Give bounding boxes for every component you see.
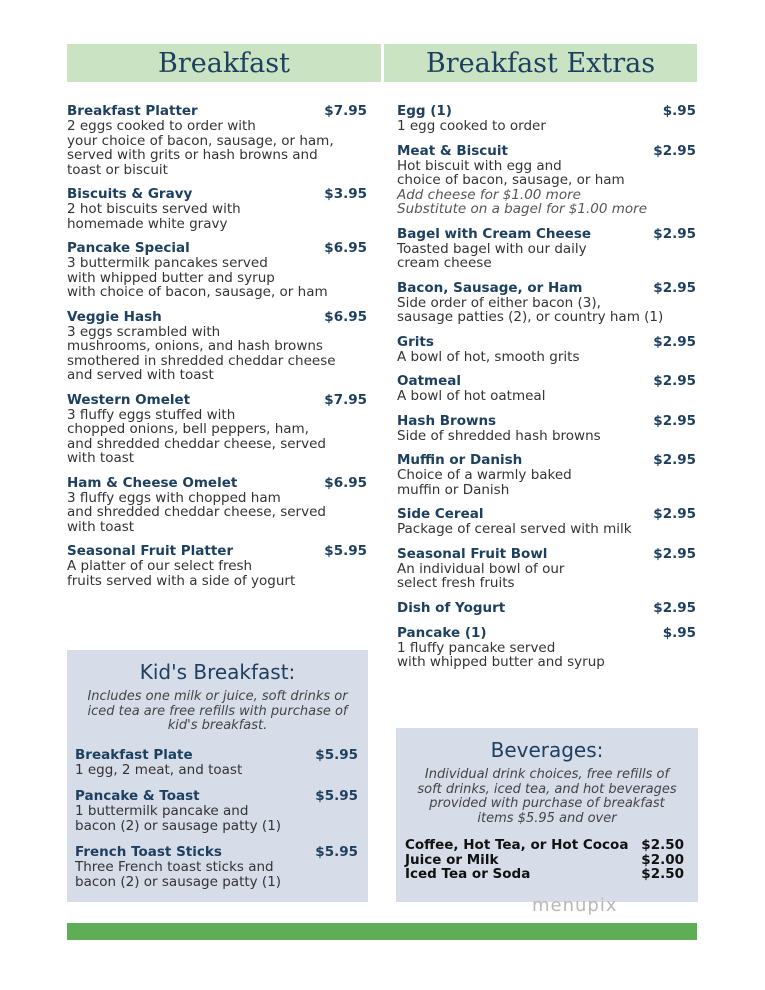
menu-item bbox=[397, 507, 696, 537]
beverages-note-line: soft drinks, iced tea, and hot beverages bbox=[417, 781, 677, 797]
item-name: Meat & Biscuit bbox=[397, 142, 508, 159]
item-description: 3 fluffy eggs stuffed with bbox=[67, 406, 236, 423]
beverages-list bbox=[405, 838, 684, 882]
menu-item-header bbox=[397, 453, 696, 468]
item-price: $7.95 bbox=[324, 103, 367, 119]
item-description: and shredded cheddar cheese, served bbox=[67, 504, 326, 520]
breakfast-extras-header bbox=[384, 44, 697, 82]
kids-note-line: Includes one milk or juice, soft drinks or bbox=[87, 689, 348, 704]
item-price: $6.95 bbox=[324, 474, 367, 491]
item-description: 1 buttermilk pancake and bbox=[75, 803, 249, 819]
menu-item-header bbox=[397, 547, 696, 562]
item-description: choice of bacon, sausage, or ham bbox=[397, 172, 625, 188]
item-description: fruits served with a side of yogurt bbox=[67, 572, 296, 589]
item-description: sausage patties (2), or country ham (1) bbox=[397, 309, 664, 325]
item-name: Biscuits & Gravy bbox=[67, 186, 193, 202]
breakfast-menu-list bbox=[67, 104, 367, 598]
item-price: $2.95 bbox=[653, 452, 696, 468]
breakfast-extras-list bbox=[397, 104, 696, 680]
item-description: A bowl of hot oatmeal bbox=[397, 388, 546, 404]
watermark: menupix bbox=[532, 895, 618, 916]
item-description: muffin or Danish bbox=[397, 481, 510, 498]
item-description: with toast bbox=[67, 518, 135, 535]
item-price: $2.95 bbox=[653, 412, 696, 429]
item-description: cream cheese bbox=[397, 255, 492, 271]
menu-item-header bbox=[397, 281, 696, 296]
beverage-name: Coffee, Hot Tea, or Hot Cocoa bbox=[405, 837, 629, 853]
beverage-name: Juice or Milk bbox=[405, 851, 499, 868]
item-name: Breakfast Platter bbox=[67, 103, 198, 119]
menu-item bbox=[397, 227, 696, 271]
beverage-row bbox=[405, 853, 684, 868]
item-name: Western Omelet bbox=[67, 391, 191, 408]
item-name: Pancake & Toast bbox=[75, 788, 200, 804]
beverage-row bbox=[405, 838, 684, 853]
menu-item bbox=[75, 748, 358, 778]
beverages-note-line: provided with purchase of breakfast bbox=[429, 796, 665, 811]
item-name: Oatmeal bbox=[397, 373, 461, 389]
item-description: Hot biscuit with egg and bbox=[397, 157, 562, 174]
kids-breakfast-note bbox=[77, 690, 358, 734]
menu-item bbox=[67, 104, 367, 177]
menu-item bbox=[67, 241, 367, 300]
menu-item-header bbox=[397, 227, 696, 242]
breakfast-extras-title: Breakfast Extras bbox=[425, 47, 656, 79]
item-name: Egg (1) bbox=[397, 103, 452, 119]
item-price: $.95 bbox=[662, 624, 696, 641]
beverage-price: $2.00 bbox=[641, 851, 684, 868]
item-price: $6.95 bbox=[324, 308, 367, 325]
menu-item-header bbox=[397, 601, 696, 616]
item-description: 2 hot biscuits served with bbox=[67, 201, 241, 217]
menu-item-header bbox=[397, 104, 696, 119]
menu-item-header bbox=[67, 476, 367, 491]
item-description: mushrooms, onions, and hash browns bbox=[67, 338, 323, 354]
item-description: 2 eggs cooked to order with bbox=[67, 118, 256, 134]
kids-note-line: kid's breakfast. bbox=[167, 718, 268, 733]
item-description: 3 buttermilk pancakes served bbox=[67, 255, 268, 271]
item-description: 1 egg cooked to order bbox=[397, 118, 546, 134]
item-name: Breakfast Plate bbox=[75, 746, 193, 763]
menu-item-header bbox=[397, 374, 696, 389]
menu-item bbox=[397, 144, 696, 217]
item-description: smothered in shredded cheddar cheese bbox=[67, 352, 336, 369]
item-description: Package of cereal served with milk bbox=[397, 521, 632, 537]
menu-item-header bbox=[397, 144, 696, 159]
item-price: $5.95 bbox=[315, 746, 358, 763]
beverages-note-line: Individual drink choices, free refills of bbox=[424, 767, 670, 782]
item-price: $.95 bbox=[662, 103, 696, 119]
kids-breakfast-title: Kid's Breakfast: bbox=[139, 660, 296, 684]
item-name: Bagel with Cream Cheese bbox=[397, 225, 592, 242]
menu-item bbox=[397, 104, 696, 134]
item-description: served with grits or hash browns and bbox=[67, 147, 318, 163]
item-description: your choice of bacon, sausage, or ham, bbox=[67, 132, 334, 149]
item-description: 3 eggs scrambled with bbox=[67, 323, 221, 340]
menu-item-header bbox=[67, 187, 367, 202]
menu-item bbox=[75, 845, 358, 889]
item-description: and shredded cheddar cheese, served bbox=[67, 435, 326, 452]
menu-item-header bbox=[67, 544, 367, 559]
menu-item bbox=[397, 374, 696, 404]
beverage-price: $2.50 bbox=[641, 866, 684, 882]
menu-item bbox=[397, 601, 696, 616]
item-note: Add cheese for $1.00 more bbox=[397, 186, 581, 203]
menu-item bbox=[67, 393, 367, 466]
item-description: with toast bbox=[67, 450, 135, 466]
menu-item-header bbox=[67, 241, 367, 256]
item-name: Hash Browns bbox=[397, 412, 497, 429]
menu-item-header bbox=[67, 104, 367, 119]
item-name: Grits bbox=[397, 333, 434, 350]
item-name: Seasonal Fruit Bowl bbox=[397, 545, 548, 562]
menu-item bbox=[397, 281, 696, 325]
item-name: Veggie Hash bbox=[67, 308, 162, 325]
item-description: 1 fluffy pancake served bbox=[397, 639, 556, 656]
menu-item bbox=[397, 547, 696, 591]
menu-item-header bbox=[397, 414, 696, 429]
breakfast-title: Breakfast bbox=[158, 47, 290, 79]
item-price: $2.95 bbox=[653, 279, 696, 296]
item-description: Choice of a warmly baked bbox=[397, 467, 572, 483]
item-name: French Toast Sticks bbox=[75, 844, 222, 860]
menu-item-header bbox=[397, 335, 696, 350]
menu-item bbox=[75, 789, 358, 833]
footer-bar bbox=[67, 923, 697, 940]
item-price: $2.95 bbox=[653, 142, 696, 159]
menu-item bbox=[397, 626, 696, 670]
item-description: bacon (2) or sausage patty (1) bbox=[75, 873, 282, 890]
menu-item bbox=[397, 414, 696, 444]
item-description: A bowl of hot, smooth grits bbox=[397, 348, 580, 365]
item-description: with choice of bacon, sausage, or ham bbox=[67, 284, 328, 300]
menu-item-header bbox=[397, 507, 696, 522]
breakfast-header bbox=[67, 44, 381, 82]
menu-item-header bbox=[397, 626, 696, 641]
item-description: chopped onions, bell peppers, ham, bbox=[67, 421, 309, 437]
beverage-name: Iced Tea or Soda bbox=[405, 866, 531, 882]
item-name: Ham & Cheese Omelet bbox=[67, 474, 238, 491]
menu-item-header bbox=[67, 310, 367, 325]
item-price: $2.95 bbox=[653, 333, 696, 350]
item-description: 1 egg, 2 meat, and toast bbox=[75, 761, 243, 778]
item-description: Side order of either bacon (3), bbox=[397, 294, 601, 311]
menu-item bbox=[67, 476, 367, 535]
kids-note-line: iced tea are free refills with purchase of bbox=[87, 703, 348, 719]
item-price: $5.95 bbox=[315, 844, 358, 860]
item-price: $2.95 bbox=[653, 545, 696, 562]
beverages-note bbox=[406, 768, 688, 826]
item-name: Muffin or Danish bbox=[397, 452, 523, 468]
item-name: Bacon, Sausage, or Ham bbox=[397, 279, 583, 296]
item-description: and served with toast bbox=[67, 367, 214, 383]
item-description: Three French toast sticks and bbox=[75, 859, 274, 875]
item-description: 3 fluffy eggs with chopped ham bbox=[67, 489, 281, 506]
beverage-row bbox=[405, 867, 684, 882]
item-description: with whipped butter and syrup bbox=[397, 654, 605, 670]
menu-item-header bbox=[75, 789, 358, 804]
item-price: $2.95 bbox=[653, 225, 696, 242]
item-description: with whipped butter and syrup bbox=[67, 269, 275, 286]
item-description: An individual bowl of our bbox=[397, 560, 565, 577]
item-price: $2.95 bbox=[653, 599, 696, 616]
item-name: Dish of Yogurt bbox=[397, 599, 506, 616]
kids-breakfast-box bbox=[67, 650, 368, 902]
item-price: $2.95 bbox=[653, 506, 696, 522]
beverages-box bbox=[396, 728, 698, 902]
beverages-title: Beverages: bbox=[490, 738, 604, 762]
item-name: Pancake (1) bbox=[397, 624, 487, 641]
item-description: select fresh fruits bbox=[397, 575, 515, 591]
item-price: $3.95 bbox=[324, 186, 367, 202]
menu-item bbox=[67, 187, 367, 231]
item-price: $6.95 bbox=[324, 240, 367, 256]
menu-item-header bbox=[75, 748, 358, 763]
item-price: $5.95 bbox=[315, 788, 358, 804]
beverage-price: $2.50 bbox=[641, 837, 684, 853]
item-note: Substitute on a bagel for $1.00 more bbox=[397, 201, 648, 217]
item-name: Pancake Special bbox=[67, 240, 190, 256]
item-description: bacon (2) or sausage patty (1) bbox=[75, 817, 282, 834]
item-description: Toasted bagel with our daily bbox=[397, 240, 587, 257]
menu-item bbox=[397, 335, 696, 365]
menu-item-header bbox=[67, 393, 367, 408]
item-name: Side Cereal bbox=[397, 506, 484, 522]
item-price: $7.95 bbox=[324, 391, 367, 408]
item-description: A platter of our select fresh bbox=[67, 558, 253, 574]
item-description: Side of shredded hash browns bbox=[397, 427, 601, 444]
item-name: Seasonal Fruit Platter bbox=[67, 543, 234, 559]
item-description: toast or biscuit bbox=[67, 161, 168, 178]
kids-menu-list bbox=[75, 748, 358, 890]
item-price: $5.95 bbox=[324, 543, 367, 559]
item-description: homemade white gravy bbox=[67, 215, 228, 232]
beverages-note-line: items $5.95 and over bbox=[477, 810, 617, 826]
menu-item bbox=[67, 544, 367, 588]
menu-item-header bbox=[75, 845, 358, 860]
menu-item bbox=[397, 453, 696, 497]
item-price: $2.95 bbox=[653, 373, 696, 389]
menu-item bbox=[67, 310, 367, 383]
